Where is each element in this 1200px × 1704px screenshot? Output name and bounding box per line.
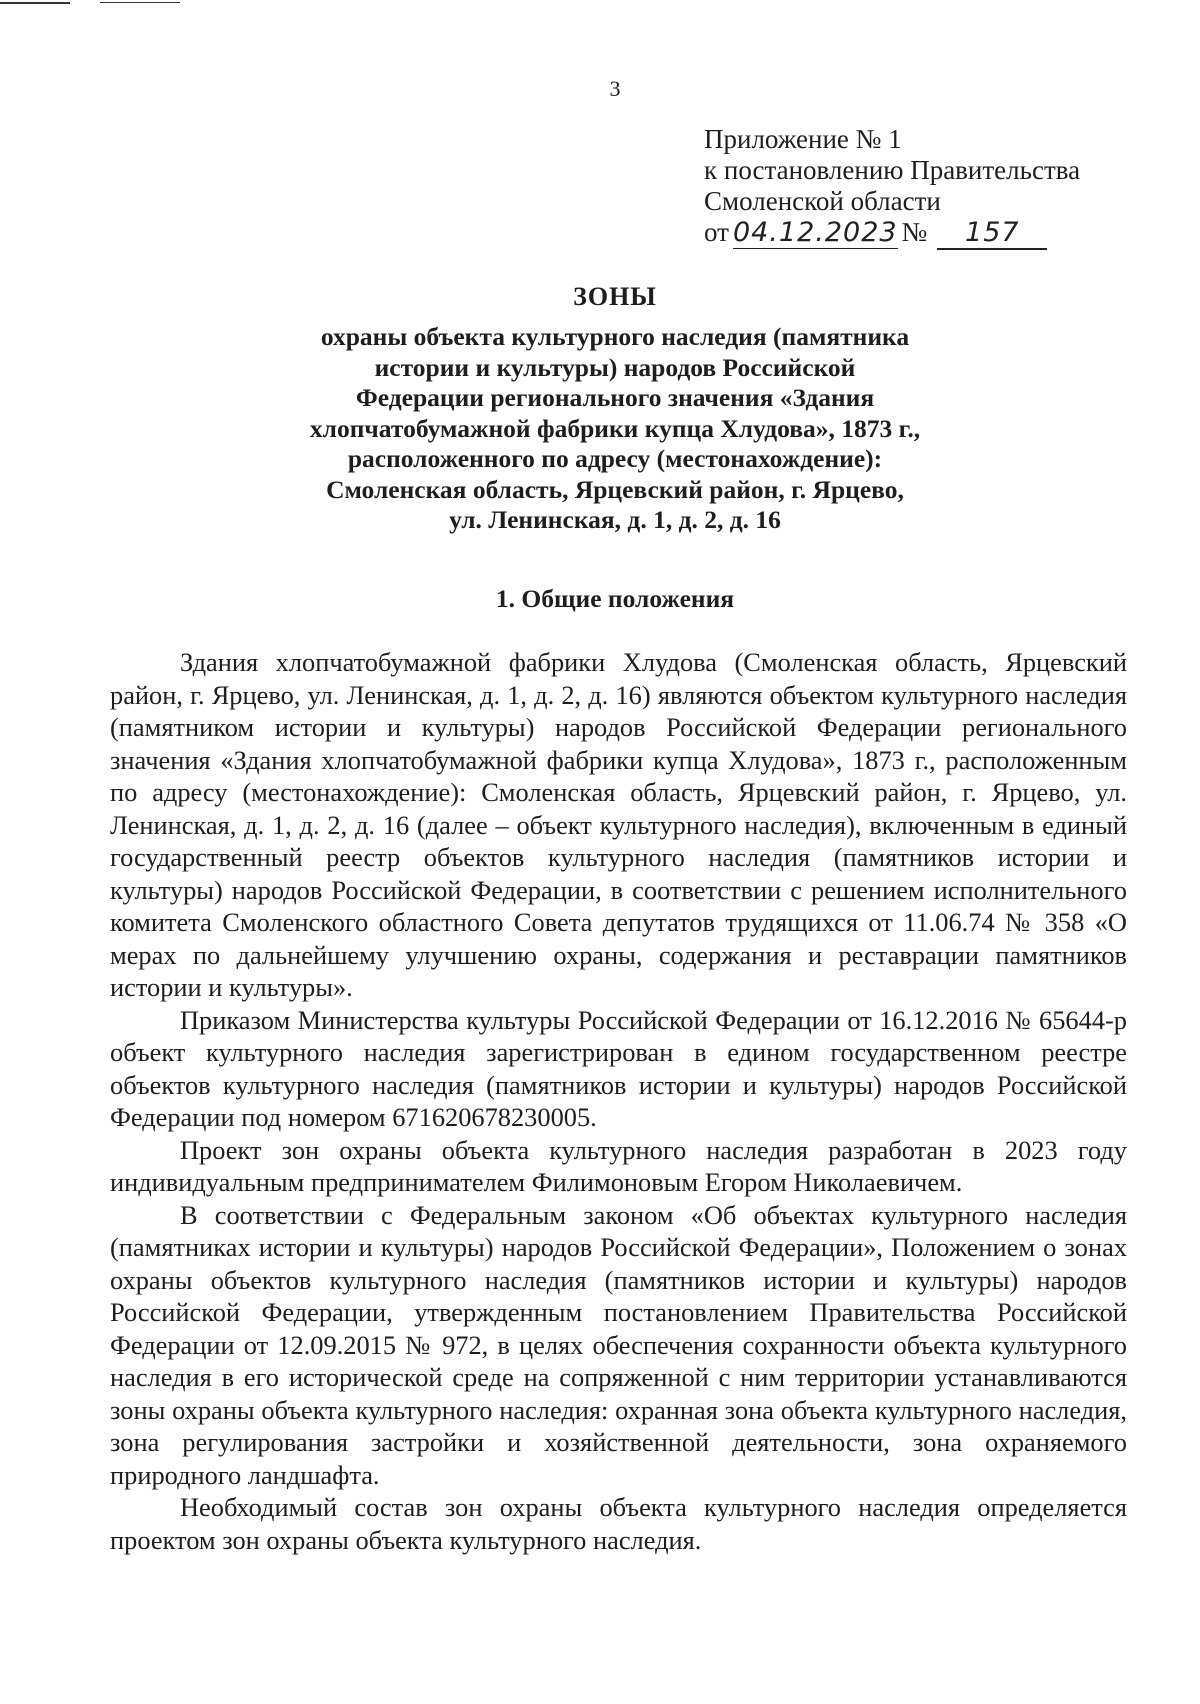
paragraph: Проект зон охраны объекта культурного наследия разработан в 2023 году индивидуальным предпринимателем Филимоновым Егором Николаевичем. [110, 1134, 1127, 1197]
body-text [110, 646, 1127, 1556]
handwritten-number: 157 [937, 217, 1047, 250]
document-subtitle [230, 322, 1000, 536]
paragraph: Здания хлопчатобумажной фабрики Хлудова (Смоленская область, Ярцевский район, г. Ярцево, ул. Ленинская, д. 1, д. 2, д. 16) являются объектом культурного наследия (памятником истории и культуры) народов Российской Федерации регионального значения «Здания хлопчатобумажной фабрики купца Хлудова», 1873 г., расположенным по адресу (местонахождение): Смоленская область, Ярцевский район, г. Ярцево, ул. Ленинская, д. 1, д. 2, д. 16 (далее – объект культурного наследия), включенным в единый государственный реестр объектов культурного наследия (памятников истории и культуры) народов Российской Федерации, в соответствии с решением исполнительного комитета Смоленского областного Совета депутатов трудящихся от 11.06.74 № 358 «О мерах по дальнейшему улучшению охраны, содержания и реставрации памятников истории и культуры». [110, 647, 1127, 1002]
subtitle-line: хлопчатобумажной фабрики купца Хлудова», 1873 г., [309, 413, 921, 443]
scan-artifact-line [0, 2, 70, 4]
section-heading: 1. Общие положения [495, 584, 735, 613]
subtitle-line: ул. Ленинская, д. 1, д. 2, д. 16 [449, 505, 781, 534]
number-sign: № [901, 217, 928, 247]
subtitle-line: Федерации регионального значения «Здания [355, 383, 875, 412]
date-prefix: от [704, 217, 729, 247]
paragraph: Приказом Министерства культуры Российской Федерации от 16.12.2016 № 65644-р объект культурного наследия зарегистрирован в едином государственном реестре объектов культурного наследия (памятников истории и культуры) народов Российской Федерации под номером 671620678230005. [110, 1004, 1127, 1132]
document-title: ЗОНЫ [573, 282, 657, 311]
appendix-date-line [704, 217, 1080, 250]
appendix-line-2: к постановлению Правительства [704, 155, 1081, 185]
appendix-line-3: Смоленской области [704, 186, 941, 216]
appendix-line-1: Приложение № 1 [704, 124, 902, 154]
subtitle-line: Смоленская область, Ярцевский район, г. Ярцево, [326, 474, 904, 504]
handwritten-date: 04.12.2023 [732, 217, 898, 248]
scan-artifact-line [100, 2, 180, 3]
paragraph: Необходимый состав зон охраны объекта культурного наследия определяется проектом зон охраны объекта культурного наследия. [110, 1492, 1127, 1555]
paragraph: В соответствии с Федеральным законом «Об объектах культурного наследия (памятниках истории и культуры) народов Российской Федерации», Положением о зонах охраны объектов культурного наследия (памятников истории и культуры) народов Российской Федерации, утвержденным постановлением Правительства Российской Федерации от 12.09.2015 № 972, в целях обеспечения сохранности объекта культурного наследия в его исторической среде на сопряженной с ним территории устанавливаются зоны охраны объекта культурного наследия: охранная зона объекта культурного наследия, зона регулирования застройки и хозяйственной деятельности, зона охраняемого природного ландшафта. [110, 1199, 1127, 1490]
subtitle-line: истории и культуры) народов Российской [374, 352, 856, 382]
subtitle-line: охраны объекта культурного наследия (памятника [320, 322, 910, 351]
appendix-block [704, 124, 1080, 250]
subtitle-line: расположенного по адресу (местонахождение): [347, 444, 883, 473]
page-number: 3 [609, 76, 621, 101]
